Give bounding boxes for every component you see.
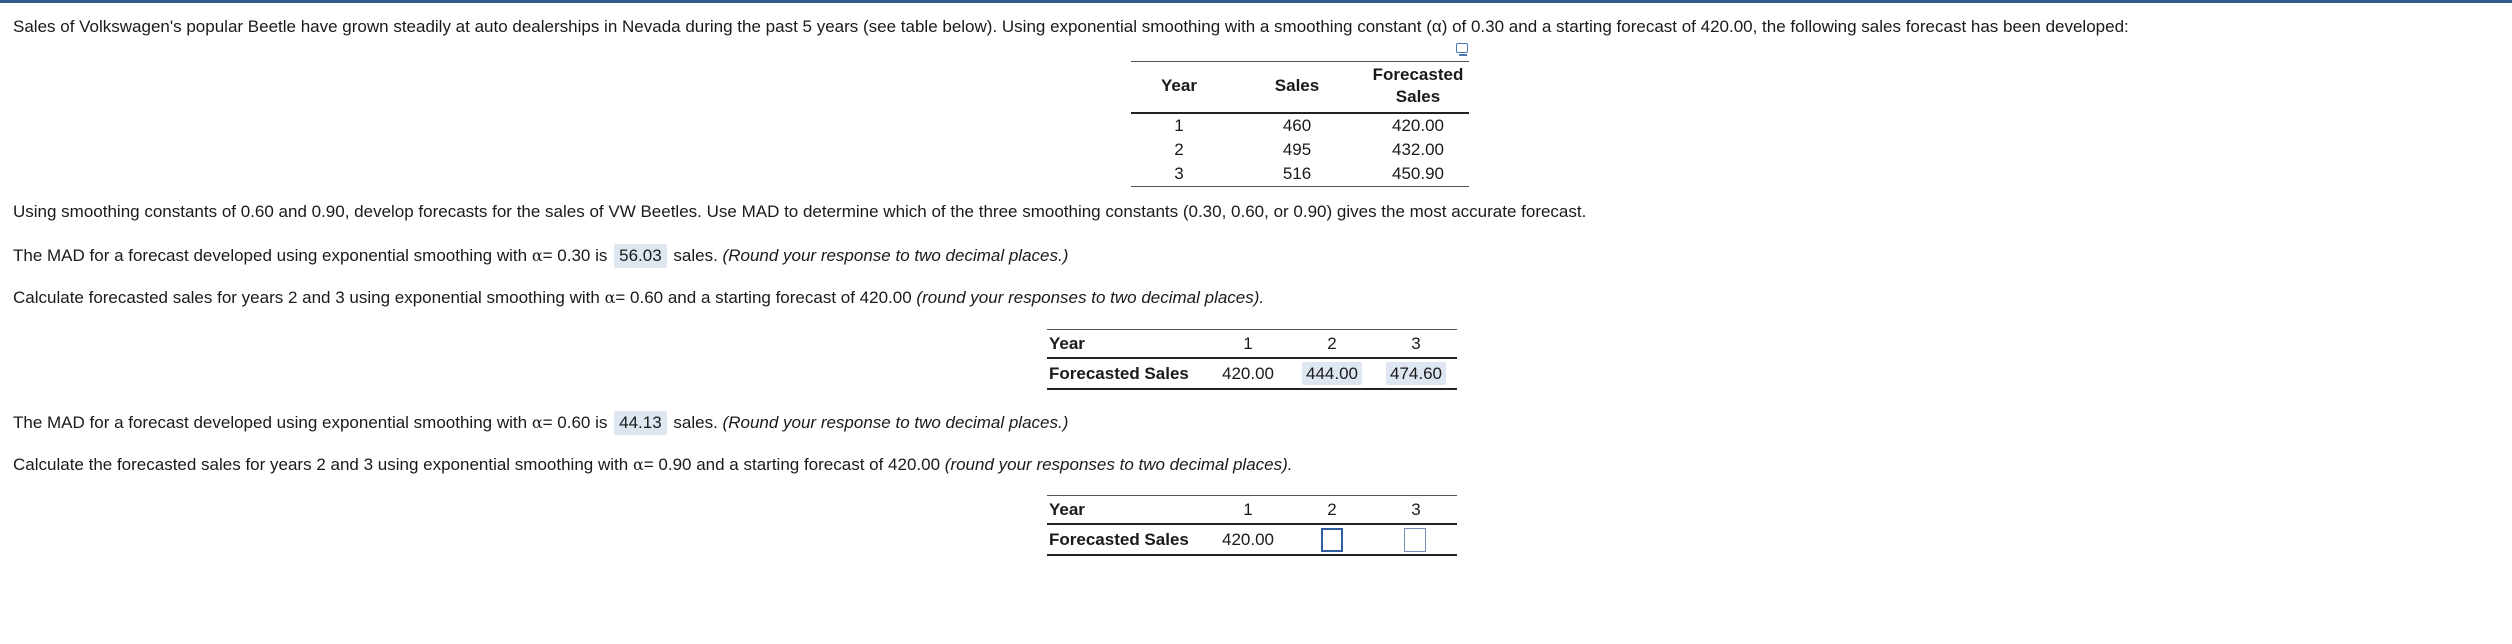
calc-060-hint: (round your responses to two decimal places). (916, 288, 1265, 307)
year-label: Year (1049, 334, 1085, 353)
cell-year: 3 (1174, 164, 1184, 183)
forecast-year-1: 420.00 (1222, 530, 1274, 549)
table-row (1131, 114, 1469, 138)
year-3: 3 (1411, 334, 1421, 353)
forecast-table-060 (1047, 329, 1457, 390)
cell-sales: 460 (1282, 116, 1312, 135)
mad-060-answer[interactable]: 44.13 (614, 411, 667, 435)
year-2: 2 (1327, 334, 1337, 353)
expand-table-icon[interactable] (1456, 43, 1468, 53)
sales-data-table (1131, 61, 1469, 187)
year-row (1047, 495, 1457, 525)
alpha-symbol: α (531, 246, 543, 265)
cell-sales: 516 (1282, 164, 1312, 183)
year-3: 3 (1411, 500, 1421, 519)
alpha-symbol: α (632, 455, 644, 474)
forecasted-sales-label: Forecasted Sales (1049, 364, 1189, 383)
calc-090-eq: = 0.90 and a starting forecast of 420.00 (643, 455, 941, 474)
forecast-table-090 (1047, 495, 1457, 556)
alpha-symbol: α (531, 413, 543, 432)
cell-sales: 495 (1282, 140, 1312, 159)
cell-forecast: 432.00 (1392, 140, 1444, 159)
forecast-row (1047, 359, 1457, 390)
mad-060-suffix: sales. (673, 413, 718, 432)
forecast-row (1047, 525, 1457, 556)
mad-030-prefix: The MAD for a forecast developed using exponential smoothing with (13, 246, 528, 265)
intro-text: Sales of Volkswagen's popular Beetle have grown steadily at auto dealerships in Nevada during the past 5 years (see table below). Using exponential smoothing with a smoothing constant (α) of 0.30 and a starting forecast of 420.00, the following sales forecast has been developed: (13, 17, 2129, 36)
calc-060-line (13, 287, 1264, 309)
mad-060-prefix: The MAD for a forecast developed using exponential smoothing with (13, 413, 528, 432)
top-accent-bar (0, 0, 2512, 3)
header-forecasted-sales: Sales (1395, 87, 1441, 106)
table-row (1131, 138, 1469, 162)
table-header (1131, 61, 1469, 114)
table-row (1131, 162, 1469, 187)
instruction-text: Using smoothing constants of 0.60 and 0.90, develop forecasts for the sales of VW Beetles. Use MAD to determine which of the three smoothing constants (0.30, 0.60, or 0.90) gives the most accurate forecast. (13, 202, 1587, 221)
calc-060-eq: = 0.60 and a starting forecast of 420.00 (615, 288, 912, 307)
mad-030-hint: (Round your response to two decimal places.) (722, 246, 1069, 265)
forecasted-sales-label: Forecasted Sales (1049, 530, 1189, 549)
header-sales: Sales (1274, 76, 1320, 95)
forecast-year-1: 420.00 (1222, 364, 1274, 383)
alpha-symbol: α (604, 288, 616, 307)
mad-060-line (13, 411, 1068, 435)
mad-030-answer[interactable]: 56.03 (614, 244, 667, 268)
calc-060-prefix: Calculate forecasted sales for years 2 and 3 using exponential smoothing with (13, 288, 600, 307)
mad-030-eq: = 0.30 is (542, 246, 608, 265)
year-2: 2 (1327, 500, 1337, 519)
forecast-year-2-answer[interactable]: 444.00 (1302, 362, 1362, 385)
cell-year: 1 (1174, 116, 1184, 135)
year-row (1047, 329, 1457, 359)
forecast-year-2-input[interactable] (1321, 528, 1343, 552)
calc-090-hint: (round your responses to two decimal places). (944, 455, 1293, 474)
forecast-year-3-input[interactable] (1404, 528, 1426, 552)
year-1: 1 (1243, 334, 1253, 353)
cell-forecast: 450.90 (1392, 164, 1444, 183)
mad-060-hint: (Round your response to two decimal places.) (722, 413, 1069, 432)
forecast-year-3-answer[interactable]: 474.60 (1386, 362, 1446, 385)
header-year: Year (1161, 76, 1197, 95)
mad-030-line (13, 244, 1068, 268)
calc-090-prefix: Calculate the forecasted sales for years 2 and 3 using exponential smoothing with (13, 455, 629, 474)
calc-090-line (13, 454, 1293, 476)
mad-060-eq: = 0.60 is (542, 413, 608, 432)
year-label: Year (1049, 500, 1085, 519)
header-forecasted: Forecasted (1372, 65, 1464, 84)
year-1: 1 (1243, 500, 1253, 519)
mad-030-suffix: sales. (673, 246, 718, 265)
cell-year: 2 (1174, 140, 1184, 159)
cell-forecast: 420.00 (1392, 116, 1444, 135)
